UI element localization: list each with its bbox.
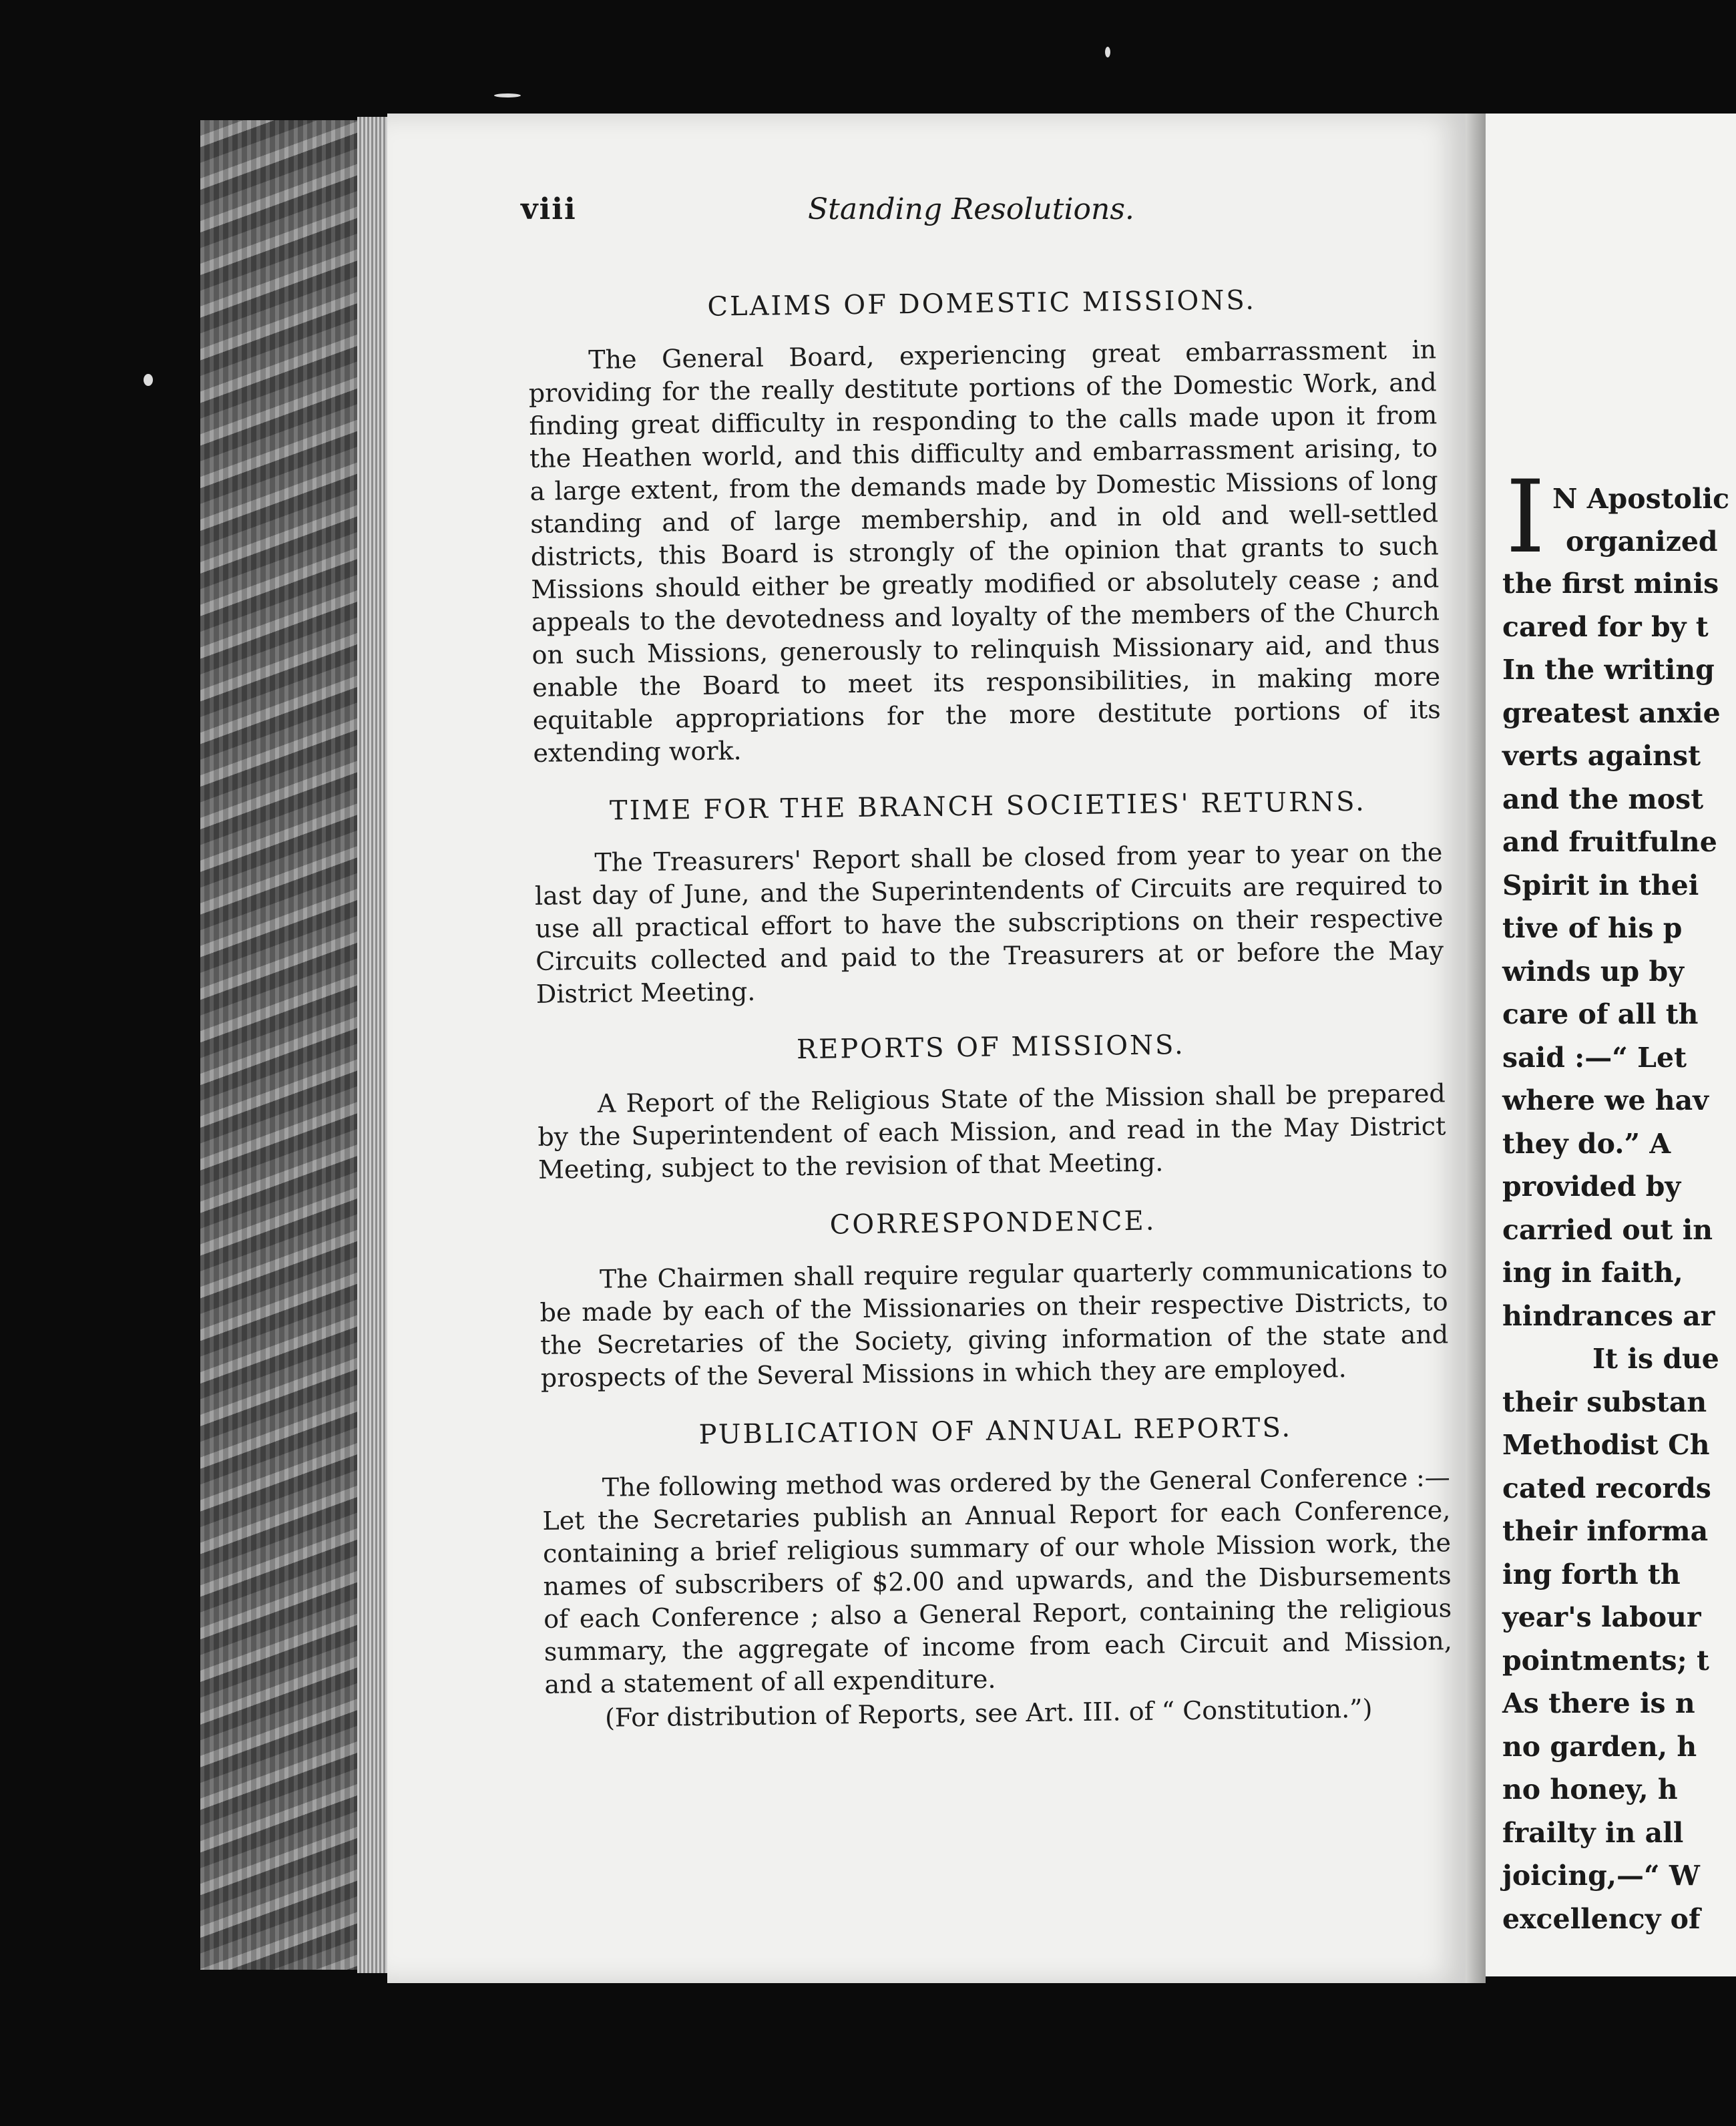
text-line: It is due [1592, 1343, 1719, 1375]
section-title: PUBLICATION OF ANNUAL REPORTS. [698, 1412, 1293, 1450]
paragraph: The Chairmen shall require regular quarterly communications to be made by each of the Missionaries on their respective Districts, to the Secretaries of the Society, giving information of the state and prospects of the Several Missions in which they are employed. [539, 1254, 1449, 1393]
left-page [387, 114, 1469, 1983]
text-line: the first minis [1502, 568, 1719, 600]
text-line: carried out in [1502, 1213, 1713, 1246]
text-line: excellency of [1502, 1902, 1701, 1935]
dust-speck [1105, 47, 1110, 57]
page-body [527, 282, 1454, 1761]
text-line: hindrances ar [1502, 1299, 1715, 1332]
text-line: where we hav [1502, 1084, 1709, 1116]
text-line: verts against [1502, 740, 1701, 772]
text-line: their informa [1502, 1515, 1709, 1547]
text-line: cared for by t [1502, 610, 1709, 643]
book-page-edge [200, 120, 367, 1970]
text-line: N Apostolic [1552, 483, 1730, 515]
text-line: frailty in all [1502, 1816, 1684, 1849]
text-line: Methodist Ch [1502, 1429, 1710, 1461]
paragraph: The following method was ordered by the General Conference :— Let the Secretaries publish an Annual Report for each Conference, containing a brief religious summary of our whole Mission work, the names of subscribers of $2.00 and upwards, and the Disbursements of each Conference ; also a General Report, containing the religious summary, the aggregate of income from each Circuit and Mission, and a statement of all expenditure. [542, 1462, 1453, 1699]
text-line: and fruitfulne [1502, 826, 1717, 858]
text-line: pointments; t [1502, 1644, 1709, 1677]
page-number: viii [521, 192, 577, 226]
text-line: provided by [1502, 1171, 1681, 1203]
text-line: they do.” A [1502, 1127, 1671, 1160]
paragraph: The General Board, experiencing great embarrassment in providing for the really destitute portions of the Domestic Work, and finding great difficulty in responding to the calls made upon it from the Heathen world, and this difficulty and embarrassment arising, to a large extent, from the demands made by Domestic Missions of long standing and of large membership, and in old and well-settled districts, this Board is strongly of the opinion that grants to such Missions should either be greatly modified or absolutely cease ; and appeals to the devotedness and loyalty of the members of the Church on such Missions, generously to relinquish Missionary aid, and thus enable the Board to meet its responsibilities, in making more equitable appropriations for the more destitute portions of its extending work. [528, 335, 1441, 768]
running-title: Standing Resolutions. [808, 192, 1134, 226]
section-title: CLAIMS OF DOMESTIC MISSIONS. [707, 284, 1257, 323]
text-line: tive of his p [1502, 912, 1683, 944]
page-header [521, 192, 1389, 239]
dust-speck [144, 374, 153, 386]
dust-speck [494, 93, 521, 97]
section-title: REPORTS OF MISSIONS. [796, 1030, 1185, 1066]
text-line: their substan [1502, 1386, 1707, 1418]
note: (For distribution of Reports, see Art. III. of “ Constitution.”) [604, 1693, 1373, 1733]
text-line: ing forth th [1502, 1558, 1681, 1590]
text-line: Spirit in thei [1502, 869, 1699, 901]
paragraph: The Treasurers' Report shall be closed from year to year on the last day of June, and the Superintendents of Circuits are required to use all practical effort to have the subscriptions on their respective Circuits collected and paid to the Treasurers at or before the May District Meeting. [534, 837, 1444, 1009]
text-line: care of all th [1502, 998, 1699, 1030]
text-line: and the most [1502, 783, 1704, 815]
text-line: organized [1566, 525, 1718, 558]
text-line: ing in faith, [1502, 1257, 1683, 1289]
section-title: TIME FOR THE BRANCH SOCIETIES' RETURNS. [609, 786, 1367, 827]
paragraph: A Report of the Religious State of the Mission shall be prepared by the Superintendent of each Mission, and read in the May District Meeting, subject to the revision of that Meeting. [537, 1078, 1446, 1185]
text-line: no honey, h [1502, 1773, 1678, 1805]
right-page [1486, 114, 1736, 1976]
text-line: greatest anxie [1502, 696, 1721, 729]
text-line: year's labour [1502, 1601, 1701, 1633]
text-line: joicing,—“ W [1502, 1860, 1700, 1892]
text-line: In the writing [1502, 654, 1715, 686]
text-line: winds up by [1502, 955, 1684, 988]
right-page-text [1502, 562, 1736, 1940]
text-line: cated records [1502, 1472, 1711, 1504]
book-gutter [1466, 114, 1486, 1983]
text-line: no garden, h [1502, 1730, 1697, 1763]
page-block-edge [357, 117, 387, 1973]
text-line: said :—“ Let [1502, 1041, 1687, 1074]
drop-cap: I [1506, 459, 1546, 576]
section-title: CORRESPONDENCE. [829, 1205, 1156, 1241]
text-line: As there is n [1502, 1687, 1695, 1719]
opening-lines [1552, 477, 1729, 563]
